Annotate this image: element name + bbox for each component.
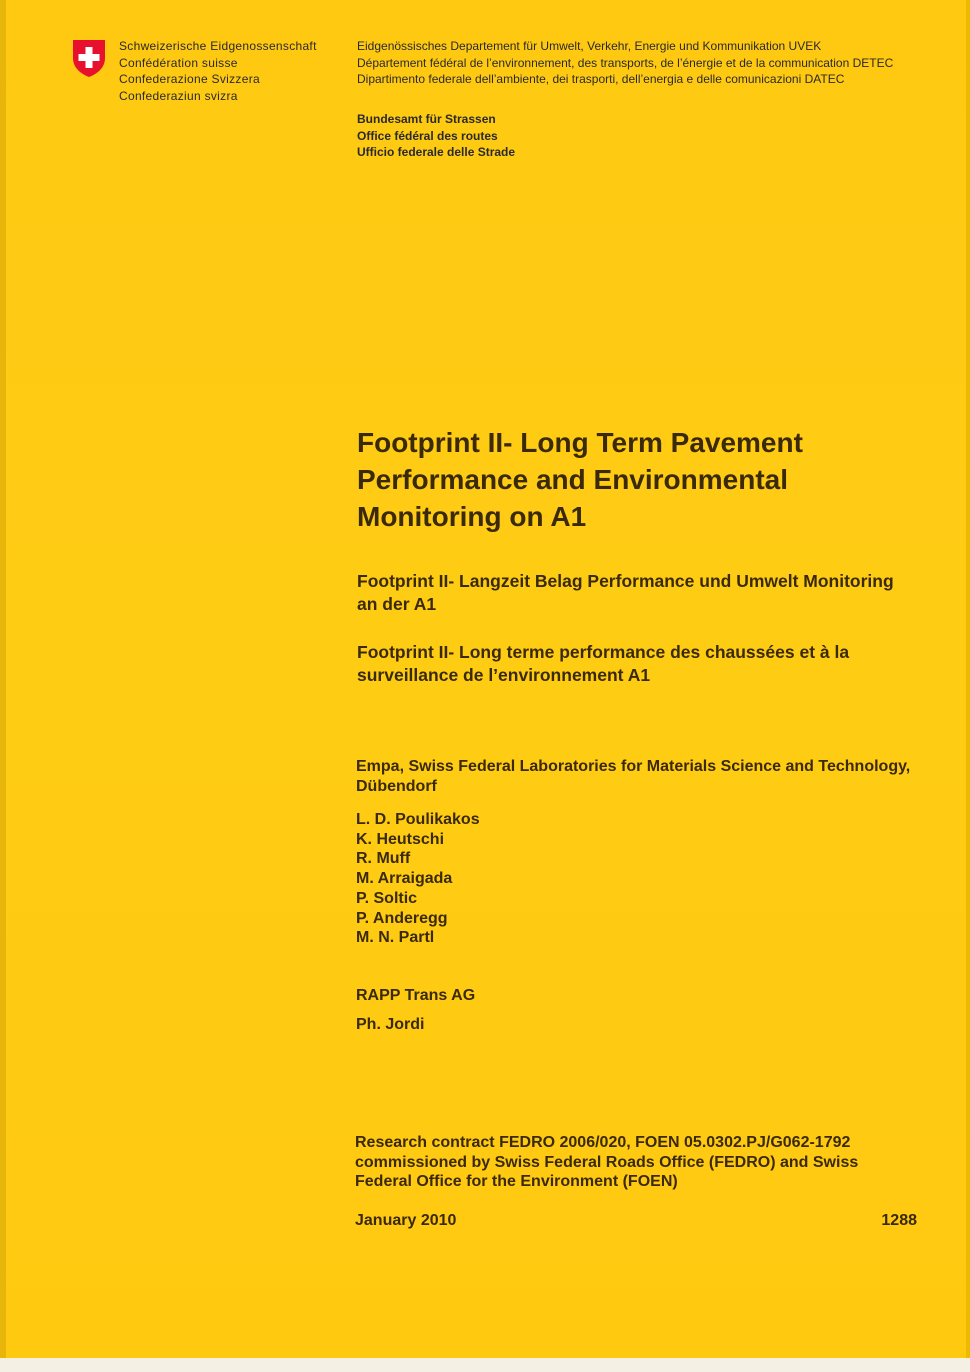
confederation-fr: Confédération suisse — [119, 55, 238, 70]
subtitle-french: Footprint II- Long terme performance des chaussées et à la surveillance de l’environnement A1 — [357, 642, 850, 685]
report-number: 1288 — [881, 1212, 917, 1229]
subtitle-german: Footprint II- Langzeit Belag Performance und Umwelt Monitoring an der A1 — [357, 571, 894, 614]
report-title: Footprint II- Long Term Pavement Performance and Environmental Monitoring on A1 — [357, 427, 803, 532]
right-edge — [966, 0, 970, 1372]
department-fr: Département fédéral de l’environnement, des transports, de l’énergie et de la communication DETEC — [357, 55, 894, 70]
author: L. D. Poulikakos — [356, 811, 480, 828]
office-names — [357, 111, 515, 161]
bottom-edge — [0, 1358, 970, 1372]
author: K. Heutschi — [356, 830, 445, 848]
swiss-cross-shield-icon — [71, 38, 107, 78]
second-organization: RAPP Trans AG — [356, 987, 476, 1004]
author: M. Arraigada — [356, 870, 453, 888]
office-fr: Office fédéral des routes — [357, 128, 498, 143]
confederation-names — [119, 38, 317, 104]
author: P. Soltic — [356, 889, 418, 907]
author-list — [356, 810, 480, 948]
department-de: Eidgenössisches Departement für Umwelt, Verkehr, Energie und Kommunikation UVEK — [357, 39, 822, 53]
department-names — [357, 38, 893, 88]
publication-date: January 2010 — [355, 1212, 457, 1229]
office-de: Bundesamt für Strassen — [357, 112, 496, 126]
author: M. N. Partl — [356, 929, 435, 947]
office-it: Ufficio federale delle Strade — [357, 145, 516, 159]
confederation-it: Confederazione Svizzera — [119, 72, 260, 86]
department-it: Dipartimento federale dell’ambiente, dei trasporti, dell’energia e delle comunicazioni DATEC — [357, 72, 845, 86]
institution: Empa, Swiss Federal Laboratories for Materials Science and Technology, Dübendorf — [356, 758, 911, 795]
author: R. Muff — [356, 850, 411, 868]
contract-info: Research contract FEDRO 2006/020, FOEN 05.0302.PJ/G062-1792 commissioned by Swiss Federal Roads Office (FEDRO) and Swiss Federal Office for the Environment (FOEN) — [355, 1134, 859, 1191]
second-author: Ph. Jordi — [356, 1016, 425, 1033]
author: P. Anderegg — [356, 909, 448, 927]
left-edge — [0, 0, 6, 1372]
confederation-de: Schweizerische Eidgenossenschaft — [119, 39, 317, 53]
confederation-rm: Confederaziun svizra — [119, 88, 238, 103]
